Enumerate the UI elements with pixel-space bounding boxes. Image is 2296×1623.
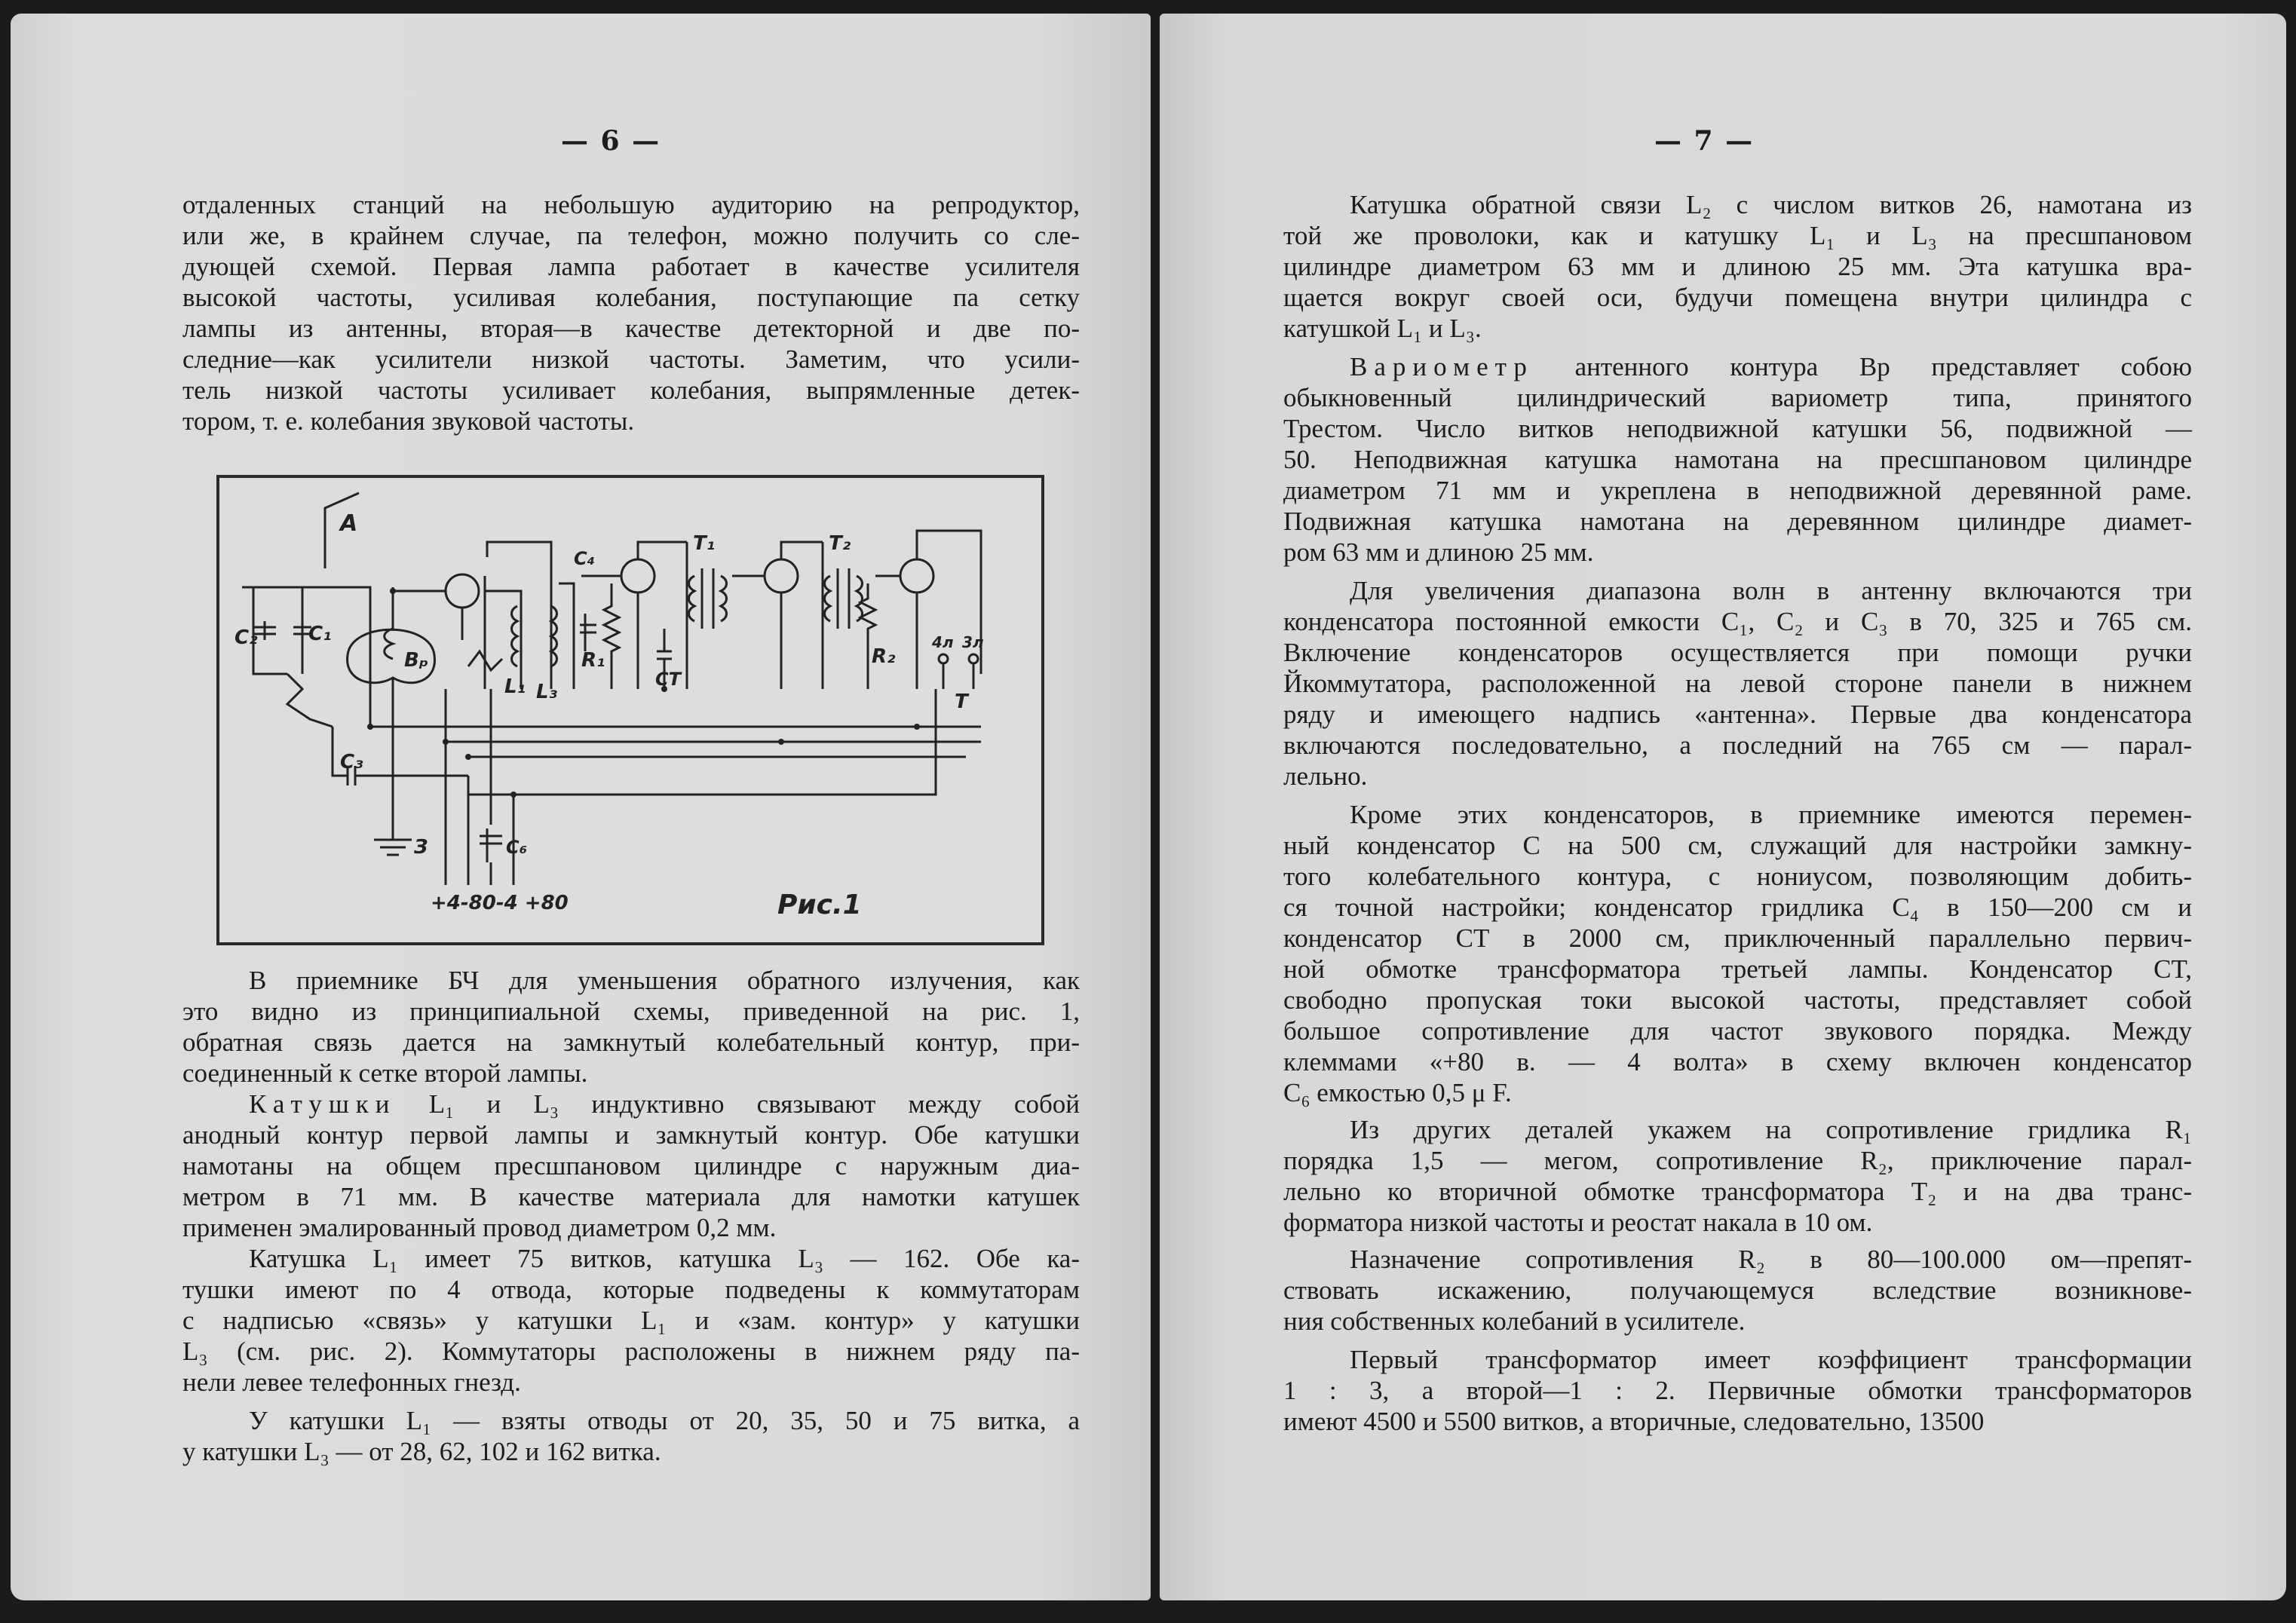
text-line: обратная связь дается на замкнутый колебательный контур, при- [182, 1027, 1080, 1057]
text-line: Йкоммутатора, расположенной на левой стороне панели в нижнем [1283, 669, 2192, 698]
text-line: диаметром 71 мм и укреплена в неподвижной деревянной раме. [1283, 476, 2192, 505]
label-c6: C₆ [506, 837, 528, 858]
text-line: ный конденсатор C на 500 см, служащий для настройки замкну- [1283, 831, 2192, 860]
paragraph [182, 189, 1080, 436]
label-3l: 3л [962, 633, 984, 651]
text-line: с надписью «связь» у катушки L₁ и «зам. контур» у катушки [182, 1306, 1080, 1335]
text-line: ся точной настройки; конденсатор гридлика C₄ в 150—200 см и [1283, 893, 2192, 922]
text-line: тушки имеют по 4 отвода, которые подведены к коммутаторам [182, 1275, 1080, 1304]
text-line: дующей схемой. Первая лампа работает в качестве усилителя [182, 252, 1080, 281]
text-line: Первый трансформатор имеет коэффициент трансформации [1350, 1345, 2192, 1374]
paragraph [1283, 799, 2192, 1108]
text-line: тель низкой частоты усиливает колебания, выпрямленные детек- [182, 375, 1080, 405]
text-line: или же, в крайнем случае, па телефон, можно получить со сле- [182, 221, 1080, 250]
label-supply: +4-80-4 +80 [431, 892, 569, 914]
text-line: тором, т. е. колебания звуковой частоты. [182, 406, 635, 436]
text-line: метром в 71 мм. В качестве материала для намотки катушек [182, 1182, 1080, 1211]
paragraph [182, 1243, 1080, 1398]
text-line: цилиндре диаметром 63 мм и длиною 25 мм. Эта катушка вра- [1283, 252, 2192, 281]
text-line: форматора низкой частоты и реостат накала в 10 ом. [1283, 1208, 1873, 1237]
text-line: это видно из принципиальной схемы, приведенной на рис. 1, [182, 997, 1080, 1026]
label-l3: L₃ [536, 681, 557, 703]
text-line: лельно. [1283, 761, 1368, 791]
text-line: лампы из антенны, вторая—в качестве детекторной и две по- [182, 314, 1080, 343]
text-line: катушкой L₁ и L₃. [1283, 314, 1482, 343]
text-line: C₆ емкостью 0,5 μ F. [1283, 1078, 1512, 1107]
left-page [11, 14, 1151, 1600]
paragraph [182, 1405, 1080, 1467]
paragraph [1283, 575, 2192, 792]
label-t2: T₂ [829, 532, 851, 555]
text-line: щается вокруг своей оси, будучи помещена внутри цилиндра с [1283, 283, 2192, 312]
text-line: той же проволоки, как и катушку L₁ и L₃ на пресшпановом [1283, 221, 2192, 250]
text-line: ния собственных колебаний в усилителе. [1283, 1306, 1746, 1336]
text-line: Катушка L₁ имеет 75 витков, катушка L₃ — 162. Обе ка- [249, 1244, 1080, 1273]
text-line: Вариометр антенного контура Вр представляет собою [1350, 352, 2192, 381]
paragraph [1283, 1344, 2192, 1437]
body-text-left [182, 965, 1080, 1467]
intro-paragraph [182, 189, 1080, 436]
text-line: Назначение сопротивления R₂ в 80—100.000 ом—препят- [1350, 1245, 2192, 1274]
text-line: В приемнике БЧ для уменьшения обратного излучения, как [249, 966, 1080, 995]
text-line: порядка 1,5 — мегом, сопротивление R₂, приключение парал- [1283, 1146, 2192, 1175]
text-line: конденсатор CT в 2000 см, приключенный параллельно первич- [1283, 923, 2192, 953]
text-line: у катушки L₃ — от 28, 62, 102 и 162 витка. [182, 1437, 661, 1466]
text-line: ряду и имеющего надпись «антенна». Первые два конденсатора [1283, 700, 2192, 729]
text-line: обыкновенный цилиндрический вариометр типа, принятого [1283, 383, 2192, 412]
text-line: ром 63 мм и длиною 25 мм. [1283, 537, 1594, 567]
label-antenna: A [340, 510, 358, 537]
label-ground: З [414, 836, 428, 859]
label-phones: T [955, 691, 968, 713]
text-line: свободно пропуская токи высокой частоты, представляет собой [1283, 985, 2192, 1015]
label-l1: L₁ [504, 675, 526, 698]
text-line: отдаленных станций на небольшую аудиторию на репродуктор, [182, 190, 1080, 219]
paragraph [1283, 351, 2192, 568]
page-number: — 6 — [561, 125, 661, 157]
label-c4: C₄ [574, 548, 596, 569]
text-line: намотаны на общем пресшпановом цилиндре с наружным диа- [182, 1151, 1080, 1181]
label-c1: C₁ [308, 623, 332, 645]
text-line: Катушка обратной связи L₂ с числом витков 26, намотана из [1350, 190, 2192, 219]
label-c2: C₂ [235, 626, 258, 649]
text-line: того колебательного контура, с нониусом, позволяющим добить- [1283, 862, 2192, 891]
label-4l: 4л [932, 633, 954, 651]
text-line: 50. Неподвижная катушка намотана на пресшпановом цилиндре [1283, 445, 2192, 474]
text-line: включаются последовательно, а последний на 765 см — парал- [1283, 730, 2192, 760]
label-c3: C₃ [340, 751, 363, 773]
label-t1: T₁ [693, 532, 716, 555]
text-line: соединенный к сетке второй лампы. [182, 1058, 588, 1088]
figure-caption: Рис.1 [777, 890, 862, 920]
right-page [1160, 14, 2286, 1600]
label-ct: CT [655, 669, 681, 690]
label-variometer: Bₚ [404, 649, 429, 672]
text-line: Трестом. Число витков неподвижной катушки 56, подвижной — [1283, 414, 2192, 443]
text-line: У катушки L₁ — взяты отводы от 20, 35, 50 и 75 витка, а [249, 1406, 1080, 1435]
text-line: Катушки L₁ и L₃ индуктивно связывают между собой [249, 1089, 1080, 1119]
text-line: имеют 4500 и 5500 витков, а вторичные, следовательно, 13500 [1283, 1407, 1985, 1436]
label-r1: R₁ [581, 649, 605, 672]
text-line: 1 : 3, а второй—1 : 2. Первичные обмотки трансформаторов [1283, 1376, 2192, 1405]
label-r2: R₂ [872, 645, 896, 668]
circuit-diagram [216, 475, 1044, 945]
text-line: Для увеличения диапазона волн в антенну включаются три [1350, 576, 2192, 605]
paragraph [1283, 1244, 2192, 1337]
text-line: большое сопротивление для частот звукового порядка. Между [1283, 1016, 2192, 1046]
text-line: Включение конденсаторов осуществляется при помощи ручки [1283, 638, 2192, 667]
page-number: — 7 — [1654, 125, 1755, 157]
text-line: нели левее телефонных гнезд. [182, 1367, 521, 1397]
text-line: следние—как усилители низкой частоты. Заметим, что усили- [182, 345, 1080, 374]
paragraph [182, 965, 1080, 1089]
text-line: Из других деталей укажем на сопротивление гридлика R₁ [1350, 1115, 2192, 1144]
paragraph [1283, 189, 2192, 344]
text-line: применен эмалированный провод диаметром 0,2 мм. [182, 1213, 777, 1242]
text-line: клеммами «+80 в. — 4 волта» в схему включен конденсатор [1283, 1047, 2192, 1076]
text-line: конденсатора постоянной емкости C₁, C₂ и C₃ в 70, 325 и 765 см. [1283, 607, 2192, 636]
text-line: Кроме этих конденсаторов, в приемнике имеются перемен- [1350, 800, 2192, 829]
text-line: ной обмотке трансформатора третьей лампы. Конденсатор CT, [1283, 954, 2192, 984]
text-line: Подвижная катушка намотана на деревянном цилиндре диамет- [1283, 507, 2192, 536]
paragraph [1283, 1114, 2192, 1238]
text-line: высокой частоты, усиливая колебания, поступающие па сетку [182, 283, 1080, 312]
text-line: L₃ (см. рис. 2). Коммутаторы расположены в нижнем ряду па- [182, 1337, 1080, 1366]
text-line: анодный контур первой лампы и замкнутый контур. Обе катушки [182, 1120, 1080, 1150]
paragraph [182, 1089, 1080, 1243]
text-line: лельно ко вторичной обмотке трансформатора T₂ и на два транс- [1283, 1177, 2192, 1206]
circuit-schematic [219, 478, 1041, 942]
text-line: ствовать искажению, получающемуся вследствие возникнове- [1283, 1275, 2192, 1305]
body-text-right [1283, 189, 2192, 1437]
